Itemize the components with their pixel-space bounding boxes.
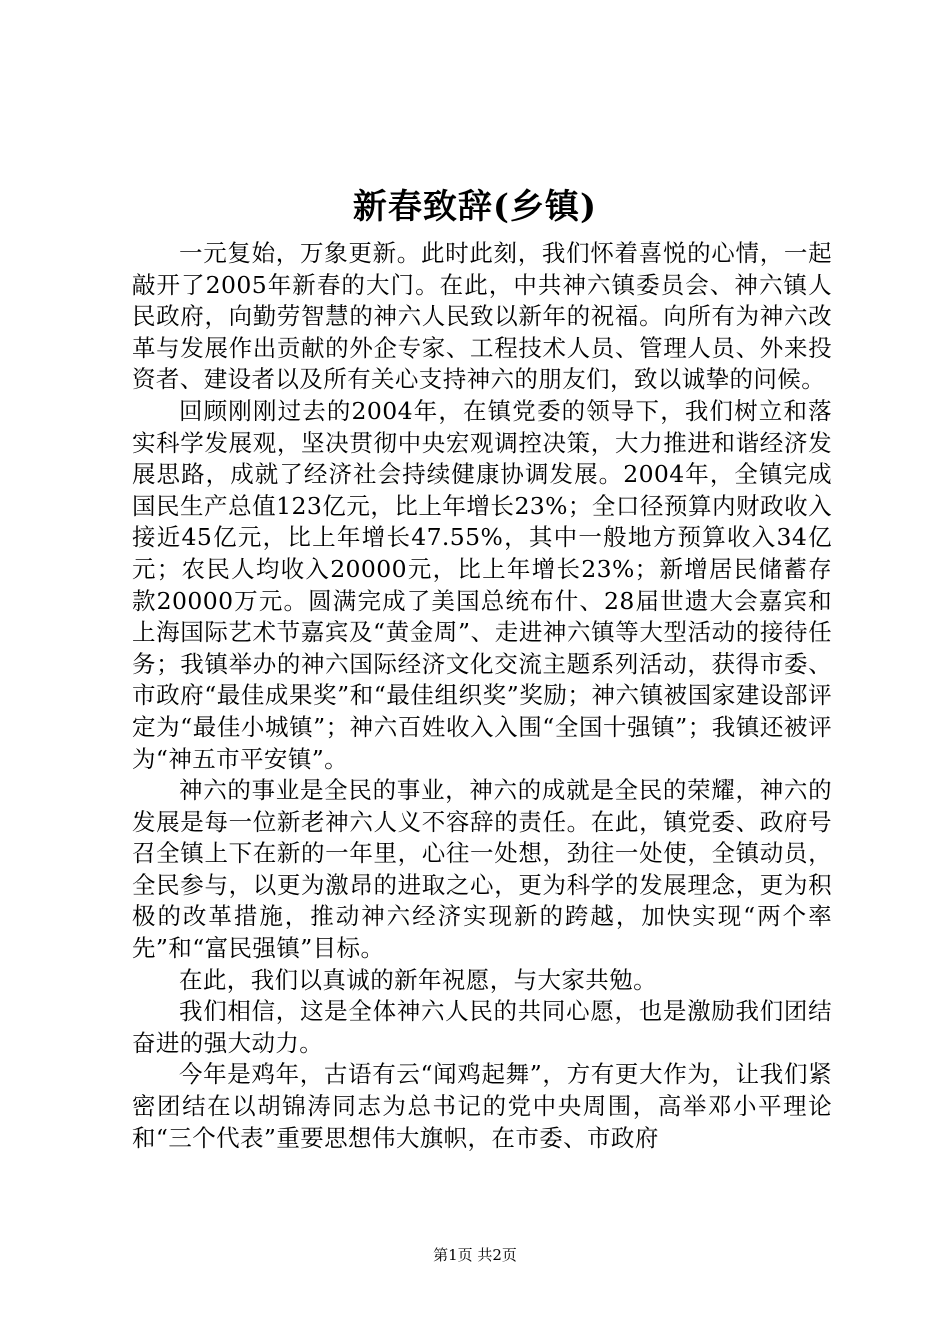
paragraph: 神六的事业是全民的事业，神六的成就是全民的荣耀，神六的发展是每一位新老神六人义不容辞的责任。在此，镇党委、政府号召全镇上下在新的一年里，心往一处想，劲往一处使，全镇动员，全民参与，以更为激昂的进取之心，更为科学的发展理念，更为积极的改革措施，推动神六经济实现新的跨越，加快实现“两个率先”和“富民强镇”目标。 <box>132 776 832 963</box>
paragraph: 在此，我们以真诚的新年祝愿，与大家共勉。 <box>179 965 657 994</box>
document-body <box>132 238 832 1154</box>
document-title: 新春致辞(乡镇) <box>352 187 598 227</box>
paragraph: 我们相信，这是全体神六人民的共同心愿，也是激励我们团结奋进的强大动力。 <box>132 997 832 1057</box>
paragraph: 一元复始，万象更新。此时此刻，我们怀着喜悦的心情，一起敲开了2005年新春的大门。在此，中共神六镇委员会、神六镇人民政府，向勤劳智慧的神六人民致以新年的祝福。向所有为神六改革与发展作出贡献的外企专家、工程技术人员、管理人员、外来投资者、建设者以及所有关心支持神六的朋友们，致以诚挚的问候。 <box>132 239 832 394</box>
page-indicator: 第1页 共2页 <box>433 1246 517 1264</box>
paragraph: 回顾刚刚过去的2004年，在镇党委的领导下，我们树立和落实科学发展观，坚决贯彻中央宏观调控决策，大力推进和谐经济发展思路，成就了经济社会持续健康协调发展。2004年，全镇完成国民生产总值123亿元，比上年增长23%；全口径预算内财政收入接近45亿元，比上年增长47.55%，其中一般地方预算收入34亿元；农民人均收入20000元，比上年增长23%；新增居民储蓄存款20000万元。圆满完成了美国总统布什、28届世遗大会嘉宾和上海国际艺术节嘉宾及“黄金周”、走进神六镇等大型活动的接待任务；我镇举办的神六国际经济文化交流主题系列活动，获得市委、市政府“最佳成果奖”和“最佳组织奖”奖励；神六镇被国家建设部评定为“最佳小城镇”；神六百姓收入入围“全国十强镇”；我镇还被评为“神五市平安镇”。 <box>132 396 832 773</box>
paragraph: 今年是鸡年，古语有云“闻鸡起舞”，方有更大作为，让我们紧密团结在以胡锦涛同志为总书记的党中央周围，高举邓小平理论和“三个代表”重要思想伟大旗帜，在市委、市政府 <box>132 1060 832 1152</box>
